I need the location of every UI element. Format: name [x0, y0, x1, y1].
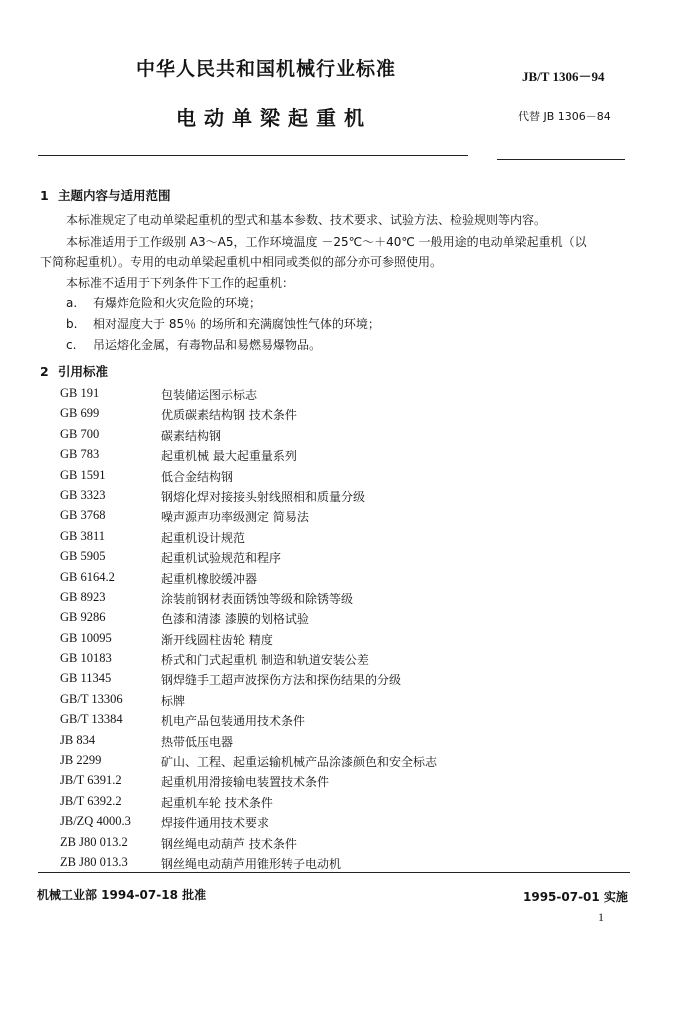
standard-name: 起重机械 最大起重量系列 [161, 449, 297, 464]
standard-number: ZB J80 013.3 [60, 854, 128, 869]
standard-number: JB/ZQ 4000.3 [60, 814, 131, 829]
list-item [60, 427, 620, 447]
effective-date: 1995-07-01 实施 [523, 890, 628, 904]
standard-name: 矿山、工程、起重运输机械产品涂漆颜色和安全标志 [161, 755, 438, 770]
list-item-text: 吊运熔化金属，有毒物品和易燃易爆物品。 [93, 338, 322, 352]
standard-name: 噪声源声功率级测定 简易法 [161, 510, 309, 525]
standard-name: 焊接件通用技术要求 [161, 816, 270, 831]
list-item [60, 631, 620, 651]
header-rule-left [38, 155, 468, 156]
list-item [60, 651, 620, 671]
standard-number: JB/T 6391.2 [60, 773, 122, 788]
standard-name: 起重机用滑接输电装置技术条件 [161, 775, 330, 790]
list-item [60, 549, 620, 569]
list-item-label: c. [66, 338, 77, 352]
section-number: 1 [40, 188, 49, 203]
standard-number: GB 10095 [60, 630, 112, 645]
standard-name: 钢丝绳电动葫芦用锥形转子电动机 [161, 856, 342, 871]
page-number: 1 [598, 910, 604, 924]
standard-number: GB 6164.2 [60, 569, 115, 584]
standard-number: GB 10183 [60, 651, 112, 666]
section-title: 引用标准 [58, 364, 109, 379]
header-rule-right [497, 159, 625, 160]
section-2-heading [40, 362, 108, 380]
list-item [60, 753, 620, 773]
paragraph: 本标准规定了电动单梁起重机的型式和基本参数、技术要求、试验方法、检验规则等内容。 [66, 213, 547, 227]
paragraph: 本标准不适用于下列条件下工作的起重机： [66, 276, 295, 290]
standard-number: GB 1591 [60, 467, 106, 482]
standard-number: GB 3768 [60, 508, 106, 523]
standard-number: GB 11345 [60, 671, 112, 686]
standard-number: GB/T 13306 [60, 691, 123, 706]
standard-name: 热带低压电器 [161, 734, 234, 749]
list-item [66, 294, 261, 311]
issuing-organization: 中华人民共和国机械行业标准 [136, 58, 397, 80]
standard-number: GB 191 [60, 386, 100, 400]
standard-number: GB/T 13384 [60, 712, 123, 727]
standard-name: 起重机车轮 技术条件 [161, 795, 273, 810]
section-1-heading [40, 186, 171, 204]
list-item [60, 610, 620, 630]
standard-number: GB 699 [60, 406, 100, 421]
footer-rule [38, 872, 630, 873]
standard-number: JB 2299 [60, 753, 102, 768]
list-item [60, 590, 620, 610]
standard-name: 标牌 [161, 693, 186, 708]
standard-name: 钢丝绳电动葫芦 技术条件 [161, 836, 297, 851]
list-item [60, 406, 620, 426]
section-title: 主题内容与适用范围 [58, 188, 171, 203]
list-item [60, 835, 620, 855]
paragraph: 本标准适用于工作级别 A3～A5，工作环境温度 －25℃～＋40℃ 一般用途的电动单梁起重机（以 [66, 235, 587, 249]
list-item [60, 386, 620, 406]
standard-number: GB 9286 [60, 610, 106, 625]
standard-name: 色漆和清漆 漆膜的划格试验 [161, 612, 309, 627]
list-item [60, 712, 620, 732]
standard-number: GB 3323 [60, 487, 106, 502]
list-item [60, 447, 620, 467]
standard-name: 机电产品包装通用技术条件 [161, 714, 306, 729]
replaces-standard: 代替 JB 1306－84 [518, 110, 611, 123]
list-item [66, 315, 380, 332]
standard-name: 低合金结构钢 [161, 469, 234, 484]
standard-number: ZB J80 013.2 [60, 834, 128, 849]
standard-number: GB 700 [60, 426, 100, 441]
standard-name: 渐开线圆柱齿轮 精度 [161, 632, 273, 647]
list-item [60, 692, 620, 712]
list-item [66, 336, 321, 353]
standard-number: GB 3811 [60, 528, 106, 543]
standard-name: 起重机试验规范和程序 [161, 551, 282, 566]
document-title: 电动单梁起重机 [176, 106, 372, 130]
standard-number: GB 5905 [60, 549, 106, 564]
standard-name: 桥式和门式起重机 制造和轨道安装公差 [161, 653, 369, 668]
standard-code: JB/T 1306－94 [522, 69, 605, 84]
standard-number: JB 834 [60, 732, 96, 747]
list-item [60, 570, 620, 590]
standard-number: GB 783 [60, 447, 100, 462]
standard-number: JB/T 6392.2 [60, 793, 122, 808]
list-item [60, 529, 620, 549]
list-item [60, 671, 620, 691]
list-item-text: 相对湿度大于 85％ 的场所和充满腐蚀性气体的环境； [93, 317, 380, 331]
list-item [60, 488, 620, 508]
referenced-standards-list [60, 386, 620, 875]
standard-name: 钢焊缝手工超声波探伤方法和探伤结果的分级 [161, 673, 402, 688]
section-number: 2 [40, 364, 49, 379]
list-item [60, 508, 620, 528]
standard-name: 优质碳素结构钢 技术条件 [161, 408, 297, 423]
list-item-label: b. [66, 317, 78, 331]
list-item-text: 有爆炸危险和火灾危险的环境； [93, 296, 262, 310]
standard-name: 起重机设计规范 [161, 530, 246, 545]
list-item-label: a. [66, 296, 78, 310]
standard-name: 起重机橡胶缓冲器 [161, 571, 258, 586]
list-item [60, 773, 620, 793]
list-item [60, 794, 620, 814]
standard-name: 涂装前钢材表面锈蚀等级和除锈等级 [161, 591, 354, 606]
list-item [60, 733, 620, 753]
standard-name: 碳素结构钢 [161, 428, 222, 443]
standard-number: GB 8923 [60, 589, 106, 604]
paragraph-continuation: 下简称起重机）。专用的电动单梁起重机中相同或类似的部分亦可参照使用。 [40, 255, 443, 269]
approval-date: 机械工业部 1994-07-18 批准 [37, 888, 207, 902]
list-item [60, 468, 620, 488]
standard-name: 包装储运图示标志 [161, 388, 258, 402]
standard-name: 钢熔化焊对接接头射线照相和质量分级 [161, 489, 366, 504]
list-item [60, 814, 620, 834]
